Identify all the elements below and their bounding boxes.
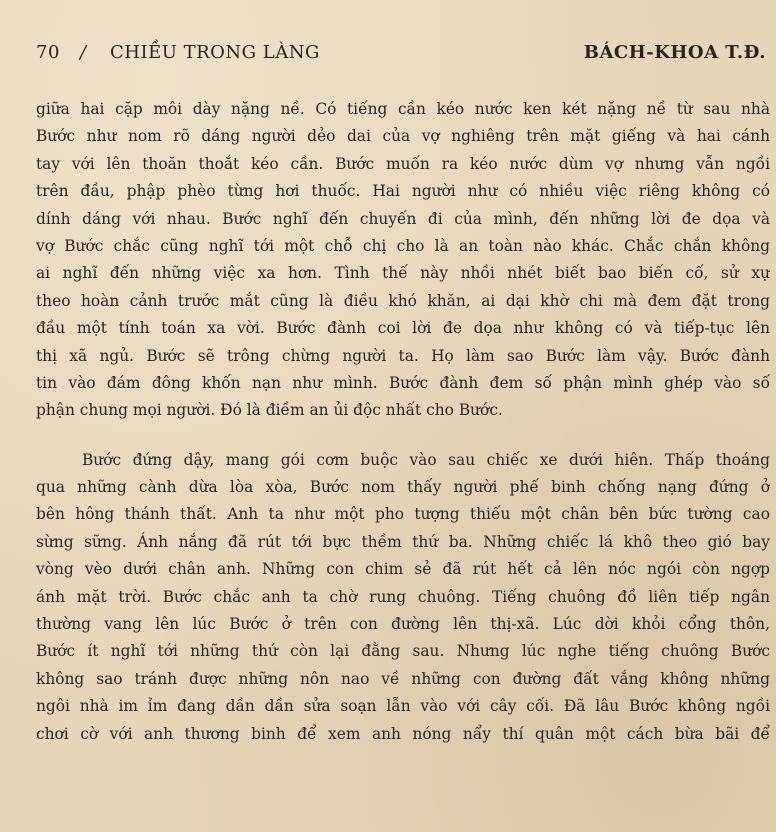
text-line: tin vào đám đông khốn nạn như mình. Bước đành đem số phận mình ghép vào số: [36, 373, 770, 392]
body-text: [36, 96, 770, 748]
text-line: Bước đứng dậy, mang gói cơm buộc vào sau chiếc xe dưới hiên. Thấp thoáng: [82, 450, 770, 469]
running-header: [36, 42, 766, 72]
text-line: phận chung mọi người. Đó là điềm an ủi độc nhất cho Bước.: [36, 401, 503, 420]
text-line: chơi cờ với anh thương binh để xem anh nóng nẩy thí quân một cách bừa bãi để: [36, 724, 770, 743]
text-line: ngôi nhà im ỉm đang dần dần sửa soạn lẫn vào với cây cối. Đã lâu Bước không ngồi: [36, 697, 770, 716]
header-separator: /: [80, 42, 87, 63]
text-line: theo hoàn cảnh trước mắt cũng là điều khó khăn, ai dại khờ chi mà đem đặt trong: [36, 291, 770, 310]
paragraph-2: [36, 447, 770, 748]
page-number: 70: [36, 42, 60, 63]
text-line: giữa hai cặp môi dày nặng nề. Có tiếng cần kéo nước ken két nặng nề từ sau nhà: [36, 100, 770, 118]
text-line: không sao tránh được những nôn nao về những con đường đất vắng không những: [36, 669, 770, 688]
text-line: trên đầu, phập phèo từng hơi thuốc. Hai người như có nhiều việc riêng không có: [36, 182, 770, 201]
text-line: đầu một tính toán xa vời. Bước đành coi lời đe dọa như không có và tiếp-tục lên: [36, 319, 770, 338]
text-line: thường vang lên lúc Bước ở trên con đường lên thị-xã. Lúc dời khỏi cổng thôn,: [36, 615, 770, 634]
text-line: thị xã ngủ. Bước sẽ trông chừng người ta. Họ làm sao Bước làm vậy. Bước đành: [36, 346, 770, 365]
chapter-title: CHIỀU TRONG LÀNG: [110, 42, 320, 63]
text-line: vòng vèo dưới chân anh. Những con chim sẻ đã rút hết cả lên nóc ngói còn ngợp: [36, 560, 770, 579]
text-line: qua những cành dừa lòa xòa, Bước nom thấy người phế binh chống nạng đứng ở: [36, 478, 770, 497]
text-line: bên hông thánh thất. Anh ta như một pho tượng thiếu một chân bên bức tường cao: [36, 505, 770, 524]
text-line: sừng sững. Ánh nắng đã rút tới bực thềm thứ ba. Những chiếc lá khô theo gió bay: [36, 532, 770, 551]
text-line: Bước ít nghĩ tới những thứ còn lại đằng sau. Nhưng lúc nghe tiếng chuông Bước: [36, 642, 770, 661]
journal-name: BÁCH-KHOA T.Đ.: [583, 42, 766, 63]
text-line: ai nghĩ đến những việc xa hơn. Tình thế này nhồi nhét biết bao biến cố, sử xự: [36, 264, 770, 283]
paragraph-1: [36, 96, 770, 425]
text-line: ánh mặt trời. Bước chắc anh ta chờ rung chuông. Tiếng chuông đồ liên tiếp ngân: [36, 587, 770, 606]
text-line: tay với lên thoăn thoắt kéo cần. Bước muốn ra kéo nước dùm vợ nhưng vẫn ngồi: [36, 154, 770, 173]
text-line: Bước như nom rõ dáng người dẻo dai của vợ nghiêng trên mặt giếng và hai cánh: [36, 127, 770, 146]
paragraph-spacer: [36, 425, 770, 447]
text-line: vợ Bước chắc cũng nghĩ tới một chỗ chị cho là an toàn nào khác. Chắc chắn không: [36, 236, 770, 255]
text-line: dính dáng với nhau. Bước nghĩ đến chuyến đi của mình, đến những lời đe dọa và: [36, 209, 770, 228]
